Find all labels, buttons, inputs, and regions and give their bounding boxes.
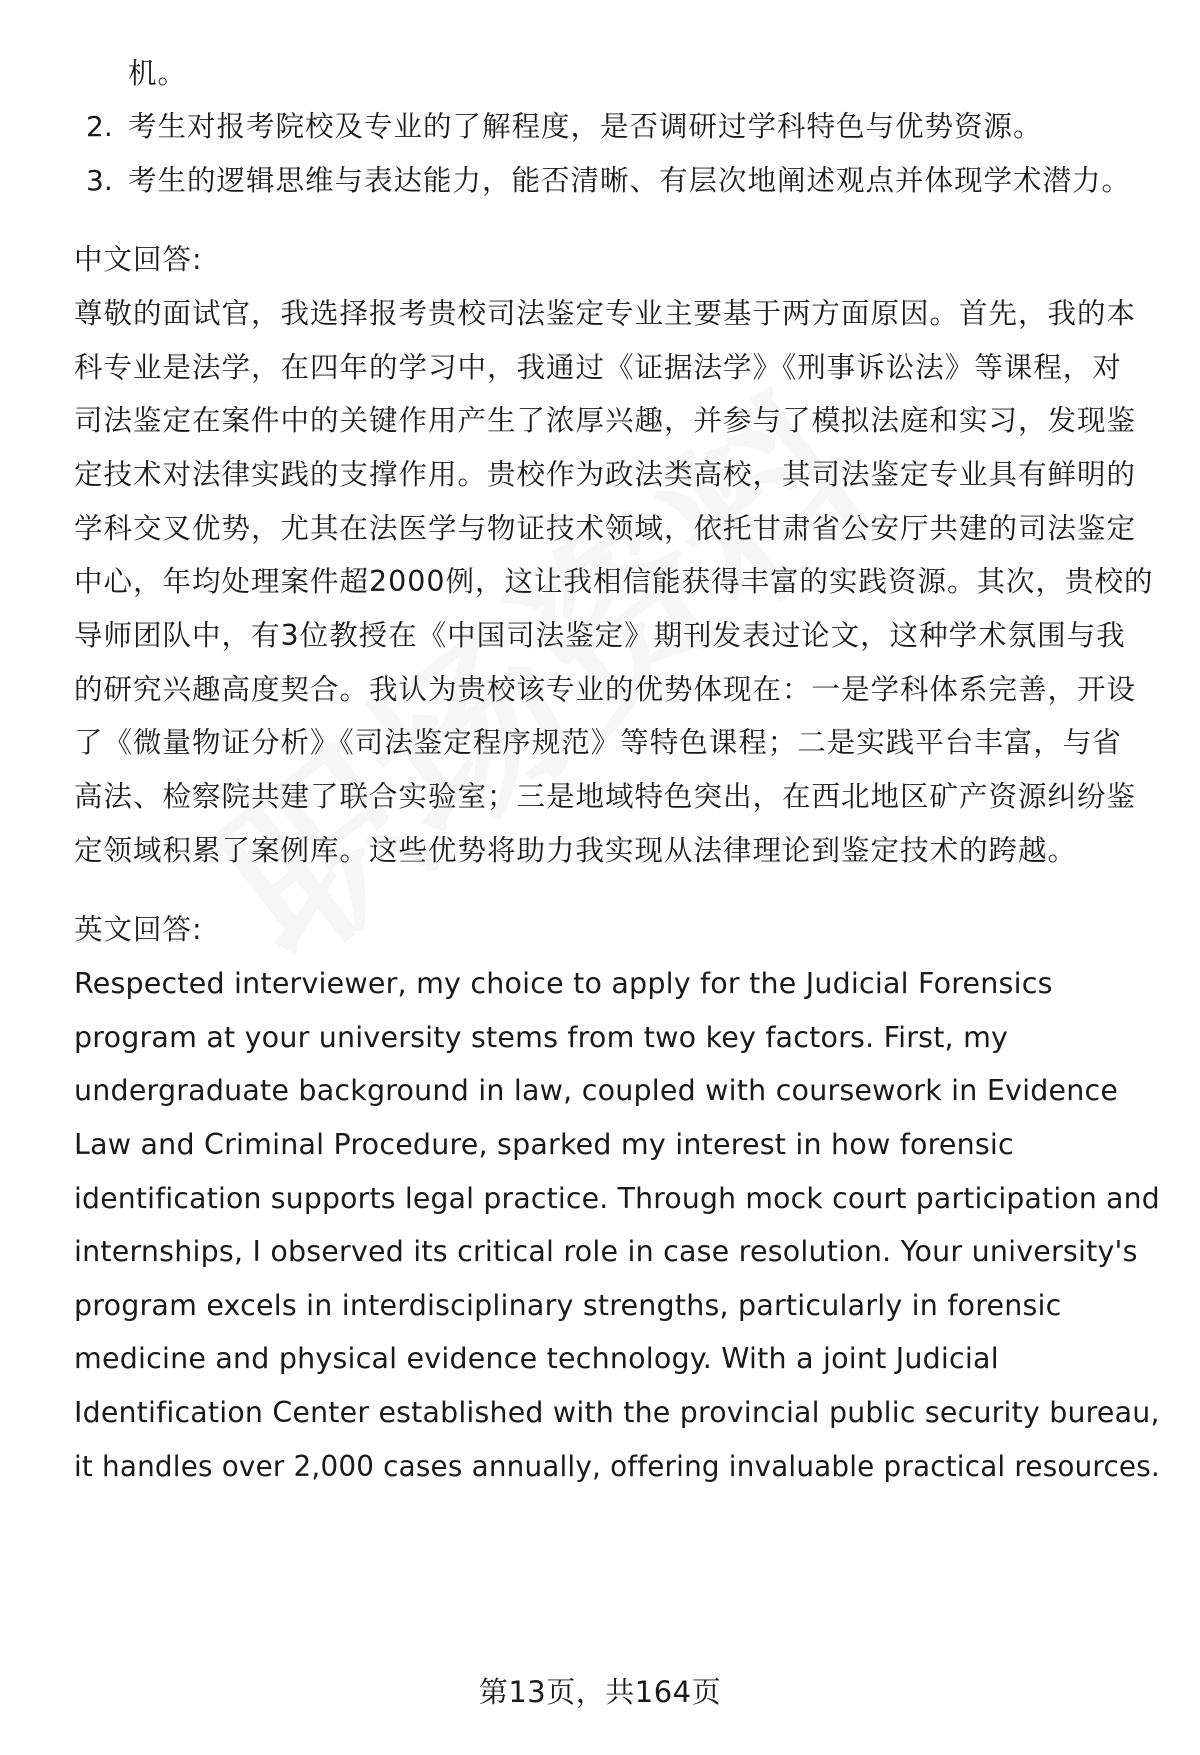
english-heading: 英文回答:: [74, 913, 203, 946]
english-paragraph-line: medicine and physical evidence technology. With a joint Judicial: [74, 1342, 999, 1375]
list-item-text: 考生的逻辑思维与表达能力，能否清晰、有层次地阐述观点并体现学术潜力。: [128, 164, 1132, 197]
chinese-paragraph-line: 定领域积累了案例库。这些优势将助力我实现从法律理论到鉴定技术的跨越。: [74, 834, 1078, 867]
list-item-text: 考生对报考院校及专业的了解程度，是否调研过学科特色与优势资源。: [128, 110, 1043, 143]
page-number: 第13页，共164页: [478, 1675, 722, 1709]
english-paragraph-line: Respected interviewer, my choice to apply for the Judicial Forensics: [74, 967, 1053, 1000]
chinese-heading: 中文回答:: [74, 243, 203, 276]
chinese-paragraph-line: 司法鉴定在案件中的关键作用产生了浓厚兴趣，并参与了模拟法庭和实习，发现鉴: [74, 404, 1137, 437]
english-paragraph-line: Identification Center established with the provincial public security bureau,: [74, 1396, 1160, 1429]
english-paragraph-line: identification supports legal practice. Through mock court participation and: [74, 1182, 1160, 1215]
list-item-number: 2.: [86, 110, 113, 143]
english-paragraph-line: internships, I observed its critical role in case resolution. Your university's: [74, 1235, 1138, 1268]
english-paragraph-line: program at your university stems from two key factors. First, my: [74, 1021, 1009, 1054]
list-item-number: 3.: [86, 164, 113, 197]
english-paragraph-line: program excels in interdisciplinary strengths, particularly in forensic: [74, 1289, 1062, 1322]
chinese-paragraph-line: 中心，年均处理案件超2000例，这让我相信能获得丰富的实践资源。其次，贵校的: [74, 565, 1154, 598]
chinese-paragraph-line: 了《微量物证分析》《司法鉴定程序规范》等特色课程；二是实践平台丰富，与省: [74, 726, 1122, 759]
list-continuation: 机。: [128, 57, 188, 90]
chinese-paragraph-line: 导师团队中，有3位教授在《中国司法鉴定》期刊发表过论文，这种学术氛围与我: [74, 619, 1126, 652]
chinese-paragraph-line: 的研究兴趣高度契合。我认为贵校该专业的优势体现在：一是学科体系完善，开设: [74, 673, 1137, 706]
english-paragraph-line: undergraduate background in law, coupled with coursework in Evidence: [74, 1074, 1119, 1107]
chinese-paragraph-line: 科专业是法学，在四年的学习中，我通过《证据法学》《刑事诉讼法》等课程，对: [74, 351, 1122, 384]
english-paragraph-line: it handles over 2,000 cases annually, offering invaluable practical resources.: [74, 1450, 1160, 1483]
english-paragraph-line: Law and Criminal Procedure, sparked my interest in how forensic: [74, 1128, 1014, 1161]
chinese-paragraph-line: 高法、检察院共建了联合实验室；三是地域特色突出，在西北地区矿产资源纠纷鉴: [74, 780, 1137, 813]
chinese-paragraph-line: 学科交叉优势，尤其在法医学与物证技术领域，依托甘肃省公安厅共建的司法鉴定: [74, 512, 1137, 545]
chinese-paragraph-line: 尊敬的面试官，我选择报考贵校司法鉴定专业主要基于两方面原因。首先，我的本: [74, 297, 1137, 330]
chinese-paragraph-line: 定技术对法律实践的支撑作用。贵校作为政法类高校，其司法鉴定专业具有鲜明的: [74, 458, 1137, 491]
